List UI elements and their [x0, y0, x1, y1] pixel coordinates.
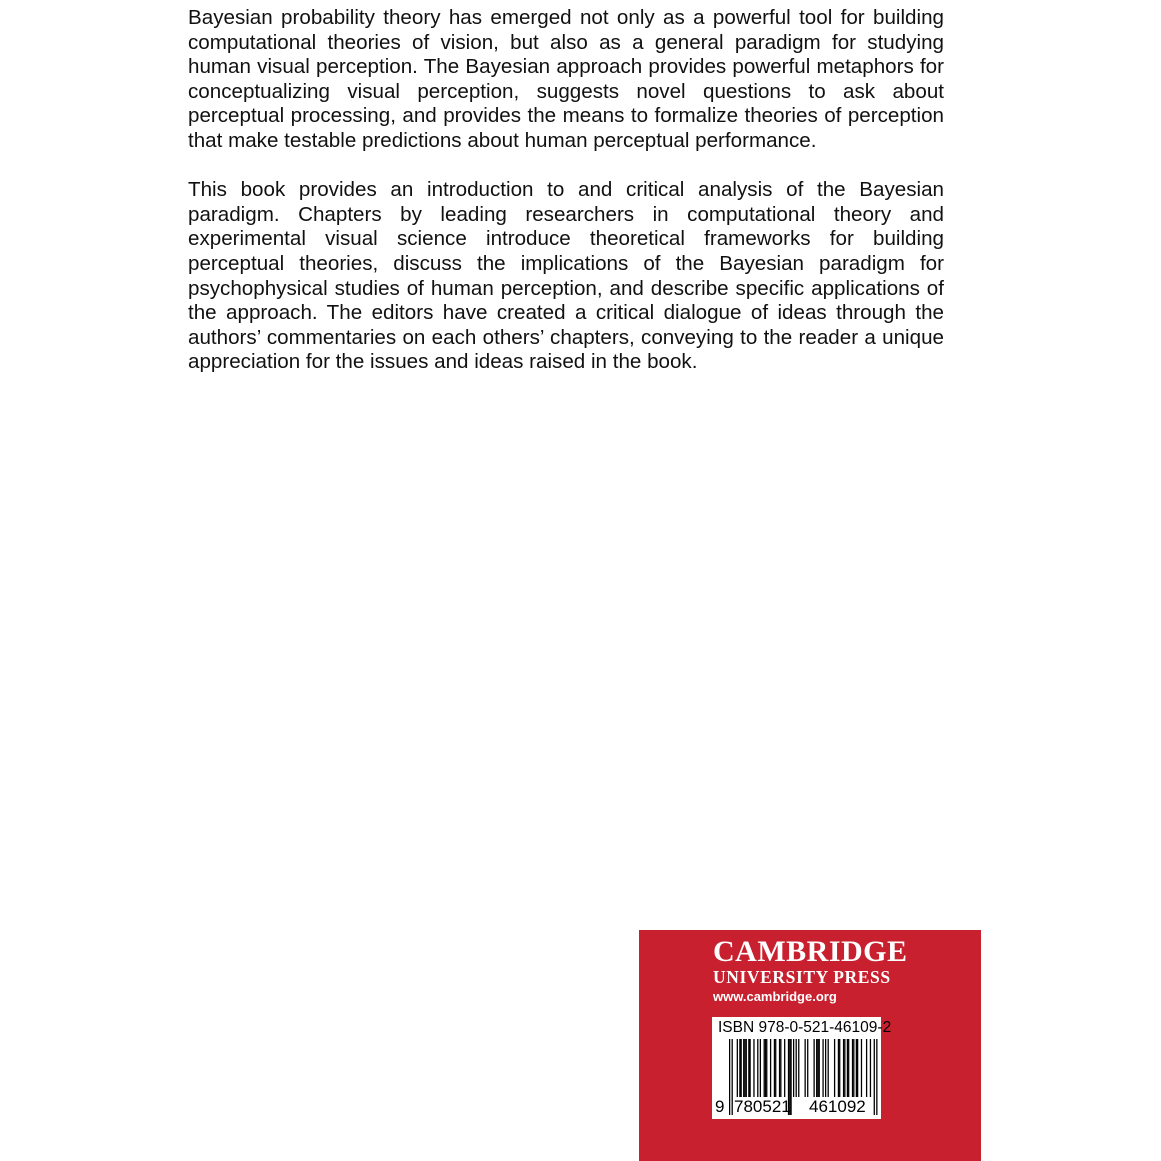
- barcode-bar: [805, 1039, 806, 1097]
- barcode-bar: [853, 1039, 854, 1097]
- description-paragraph-1: Bayesian probability theory has emerged not only as a powerful tool for building computational theories of vision, but also as a general paradigm for studying human visual perception. The Bayesian approach provides powerful metaphors for conceptualizing visual perception, suggests novel questions to ask about perceptual processing, and provides the means to formalize theories of perception that make testable predictions about human perceptual performance.: [188, 6, 944, 152]
- barcode-bar: [746, 1039, 747, 1097]
- publisher-website: www.cambridge.org: [713, 989, 837, 1004]
- barcode-bar: [798, 1039, 799, 1097]
- barcode-bar: [822, 1039, 823, 1097]
- barcode-bar: [732, 1039, 733, 1115]
- barcode-bar: [739, 1039, 740, 1097]
- barcode-bar: [770, 1039, 771, 1097]
- barcode-bar: [861, 1039, 862, 1097]
- barcode-bar: [757, 1039, 758, 1097]
- barcode-bar: [876, 1039, 877, 1115]
- barcode-digit-lead: 9: [715, 1097, 725, 1116]
- book-description: [188, 6, 944, 400]
- barcode-bar: [807, 1039, 808, 1097]
- barcode-bar: [839, 1039, 840, 1097]
- barcode-bar: [866, 1039, 867, 1097]
- publisher-panel: [639, 930, 981, 1161]
- barcode-bar: [764, 1039, 765, 1097]
- barcode-bar: [825, 1039, 826, 1097]
- isbn-label: ISBN 978-0-521-46109-2: [718, 1019, 892, 1036]
- isbn-barcode: [712, 1017, 892, 1119]
- barcode-bar: [844, 1039, 845, 1097]
- barcode-bar: [848, 1039, 849, 1097]
- barcode-bar: [852, 1039, 853, 1097]
- barcode-bar: [765, 1039, 766, 1097]
- description-paragraph-2: This book provides an introduction to and critical analysis of the Bayesian paradigm. Chapters by leading researchers in computational theory and experimental visual science introduce theoretical frameworks for building perceptual theories, discuss the implications of the Bayesian paradigm for psychophysical studies of human perception, and describe specific applications of the approach. The editors have created a critical dialogue of ideas through the authors’ commentaries on each others’ chapters, conveying to the reader a unique appreciation for the issues and ideas raised in the book.: [188, 178, 944, 374]
- barcode-bar: [857, 1039, 858, 1097]
- publisher-logo-name: CAMBRIDGE: [713, 935, 908, 968]
- barcode-bar: [813, 1039, 814, 1097]
- barcode-bar: [870, 1039, 871, 1097]
- barcode-digits-left: 780521: [734, 1097, 791, 1116]
- barcode-digits-right: 461092: [809, 1097, 866, 1116]
- barcode-bar: [744, 1039, 745, 1097]
- barcode-bar: [775, 1039, 776, 1097]
- barcode-bar: [874, 1039, 875, 1115]
- barcode-bar: [749, 1039, 750, 1097]
- barcode-bar: [828, 1039, 829, 1097]
- barcode-bar: [729, 1039, 730, 1115]
- barcode-bar: [847, 1039, 848, 1097]
- barcode-bar: [760, 1039, 761, 1097]
- barcode-bar: [817, 1039, 818, 1097]
- barcode-bar: [834, 1039, 835, 1097]
- barcode-bar: [784, 1039, 785, 1097]
- publisher-logo-subtitle: UNIVERSITY PRESS: [713, 967, 891, 987]
- barcode-bar: [737, 1039, 738, 1097]
- barcode-bar: [819, 1039, 820, 1097]
- barcode-bar: [780, 1039, 781, 1097]
- barcode-bar: [753, 1039, 754, 1097]
- barcode-bar: [741, 1039, 742, 1097]
- barcode-bar: [856, 1039, 857, 1097]
- barcode-bar: [743, 1039, 744, 1097]
- barcode-bar: [793, 1039, 794, 1097]
- barcode-bar: [774, 1039, 775, 1097]
- barcode-bar: [816, 1039, 817, 1097]
- barcode-bar: [748, 1039, 749, 1097]
- barcode-bar: [843, 1039, 844, 1097]
- barcode-bar: [779, 1039, 780, 1097]
- barcode-bar: [766, 1039, 767, 1097]
- barcode-bar: [796, 1039, 797, 1097]
- barcode-bar: [838, 1039, 839, 1097]
